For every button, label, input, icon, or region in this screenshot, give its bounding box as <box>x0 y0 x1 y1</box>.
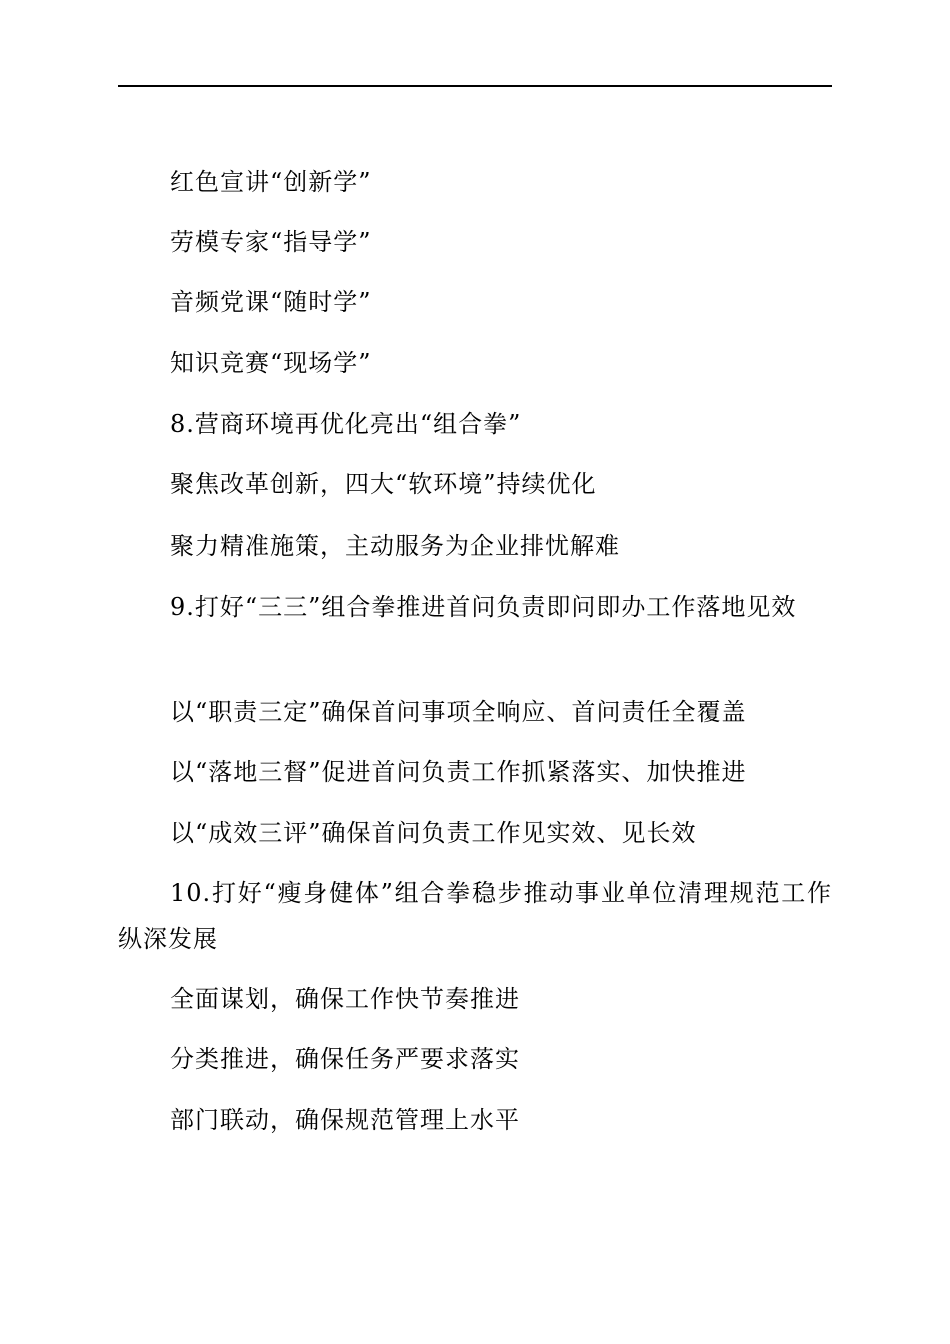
text-line: 红色宣讲“创新学” <box>170 168 372 196</box>
text-line: 分类推进，确保任务严要求落实 <box>170 1045 520 1073</box>
text-line: 音频党课“随时学” <box>170 288 372 316</box>
text-line: 聚焦改革创新，四大“软环境”持续优化 <box>170 470 597 498</box>
text-line: 劳模专家“指导学” <box>170 228 372 256</box>
section-heading: 9.打好“三三”组合拳推进首问负责即问即办工作落地见效 <box>170 593 797 621</box>
text-line: 全面谋划，确保工作快节奏推进 <box>170 985 520 1013</box>
text-line: 聚力精准施策，主动服务为企业排忧解难 <box>170 532 620 560</box>
section-heading: 10.打好“瘦身健体”组合拳稳步推动事业单位清理规范工作纵深发展 <box>118 879 832 953</box>
section-heading: 8.营商环境再优化亮出“组合拳” <box>170 410 522 438</box>
text-line: 以“成效三评”确保首问负责工作见实效、见长效 <box>170 819 697 847</box>
text-line: 以“落地三督”促进首问负责工作抓紧落实、加快推进 <box>170 758 747 786</box>
text-line: 以“职责三定”确保首问事项全响应、首问责任全覆盖 <box>170 698 747 726</box>
header-rule <box>118 85 832 87</box>
text-line: 部门联动，确保规范管理上水平 <box>170 1106 520 1134</box>
text-line: 知识竞赛“现场学” <box>170 349 372 377</box>
